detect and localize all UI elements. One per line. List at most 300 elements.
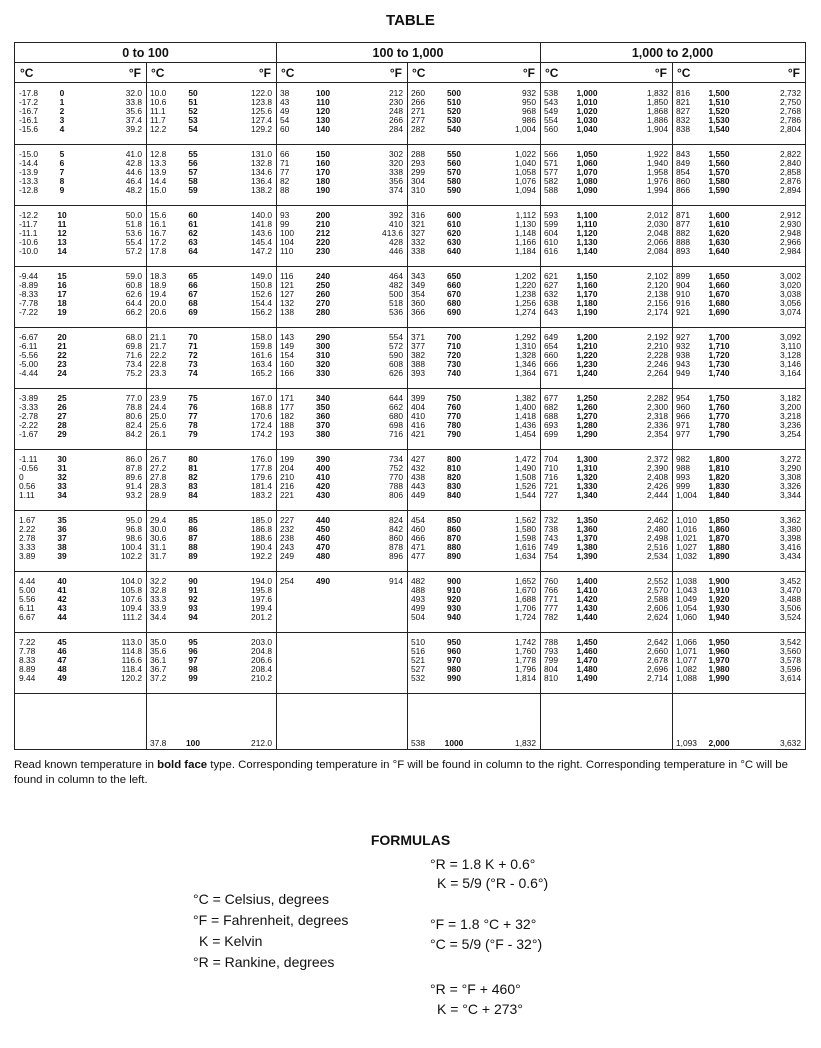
fahrenheit-value: 93.2: [125, 490, 142, 500]
known-temperature: 560: [447, 158, 461, 168]
celsius-value: 366: [411, 307, 425, 317]
known-temperature: 1,690: [708, 307, 730, 317]
celsius-value: 960: [676, 402, 690, 412]
celsius-value: 18.9: [150, 280, 167, 290]
celsius-value: 71: [280, 158, 290, 168]
table-row: [276, 525, 407, 534]
known-temperature: 320: [316, 359, 330, 369]
table-row: [407, 308, 540, 317]
celsius-value: 699: [544, 429, 558, 439]
fahrenheit-value: 1,022: [515, 149, 536, 159]
celsius-value: 33.3: [150, 594, 167, 604]
celsius-value: 182: [280, 411, 294, 421]
fahrenheit-value: 158.0: [251, 332, 272, 342]
known-temperature: 1,490: [576, 673, 598, 683]
fahrenheit-value: 197.6: [251, 594, 272, 604]
table-row: [540, 552, 672, 561]
fahrenheit-value: 1,832: [515, 738, 536, 748]
table-row: [540, 186, 672, 195]
known-temperature: 360: [316, 411, 330, 421]
formula-kelvin-from-rankine: K = 5/9 (°R - 0.6°): [437, 875, 549, 891]
fahrenheit-value: 3,200: [780, 402, 801, 412]
fahrenheit-value: 626: [389, 368, 403, 378]
celsius-value: 838: [676, 124, 690, 134]
known-temperature: 1,550: [708, 149, 730, 159]
known-temperature: 52: [188, 106, 198, 116]
celsius-value: 771: [544, 594, 558, 604]
known-temperature: 1: [59, 97, 65, 107]
celsius-value: 7.78: [19, 646, 36, 656]
table-row: [15, 613, 146, 622]
known-temperature: 1,430: [576, 603, 598, 613]
celsius-value: 32.8: [150, 585, 167, 595]
table-row: [276, 543, 407, 552]
column-header: °C °F: [276, 63, 407, 83]
fahrenheit-value: 1,832: [647, 88, 668, 98]
known-temperature: 60: [188, 210, 198, 220]
fahrenheit-value: 806: [389, 490, 403, 500]
known-temperature: 10: [57, 210, 67, 220]
row-divider: [15, 571, 276, 572]
celsius-value: 277: [411, 115, 425, 125]
celsius-value: 610: [544, 237, 558, 247]
fahrenheit-value: 518: [389, 298, 403, 308]
known-temperature: 44: [57, 612, 67, 622]
celsius-value: 671: [544, 368, 558, 378]
row-divider: [276, 693, 540, 694]
row-divider: [276, 449, 540, 450]
table-row: [276, 107, 407, 116]
celsius-value: 7.22: [19, 637, 36, 647]
fahrenheit-value: 39.2: [125, 124, 142, 134]
fahrenheit-value: 1,400: [515, 402, 536, 412]
celsius-value: 293: [411, 158, 425, 168]
celsius-value: 34.4: [150, 612, 167, 622]
known-temperature: 180: [316, 176, 330, 186]
known-temperature: 680: [447, 298, 461, 308]
known-temperature: 660: [447, 280, 461, 290]
known-temperature: 77: [188, 411, 198, 421]
fahrenheit-value: 3,398: [780, 533, 801, 543]
celsius-value: 254: [280, 576, 294, 586]
known-temperature: 730: [447, 359, 461, 369]
known-temperature: 140: [316, 124, 330, 134]
celsius-value: 243: [280, 542, 294, 552]
fahrenheit-value: 860: [389, 533, 403, 543]
known-temperature: 1,500: [708, 88, 730, 98]
celsius-value: 23.9: [150, 393, 167, 403]
known-temperature: 1,940: [708, 612, 730, 622]
known-temperature: 470: [316, 542, 330, 552]
known-temperature: 1,790: [708, 429, 730, 439]
fahrenheit-value: 1,922: [647, 149, 668, 159]
celsius-value: -16.7: [19, 106, 39, 116]
known-temperature: 580: [447, 176, 461, 186]
celsius-value: 788: [544, 637, 558, 647]
known-temperature: 920: [447, 594, 461, 604]
known-temperature: 910: [447, 585, 461, 595]
known-temperature: 1,040: [576, 124, 598, 134]
table-row: [276, 125, 407, 134]
fahrenheit-value: 55.4: [125, 237, 142, 247]
known-temperature: 1,170: [576, 289, 598, 299]
fahrenheit-value: 179.6: [251, 472, 272, 482]
celsius-value: 0.56: [19, 481, 36, 491]
celsius-value: 288: [411, 149, 425, 159]
fahrenheit-value: 104.0: [121, 576, 142, 586]
table-row: [15, 125, 146, 134]
table-row: [276, 412, 407, 421]
celsius-value: 754: [544, 551, 558, 561]
known-temperature: 710: [447, 341, 461, 351]
fahrenheit-value: 145.4: [251, 237, 272, 247]
celsius-value: -13.9: [19, 167, 39, 177]
celsius-value: -11.7: [19, 219, 38, 229]
known-temperature: 68: [188, 298, 198, 308]
fahrenheit-value: 1,814: [515, 673, 536, 683]
celsius-value: 443: [411, 481, 425, 491]
celsius-value: 10.0: [150, 88, 167, 98]
fahrenheit-value: 1,256: [515, 298, 536, 308]
table-row: [15, 308, 146, 317]
column-header: °C °F: [407, 63, 540, 83]
known-temperature: 20: [57, 332, 67, 342]
table-row: [146, 674, 276, 683]
known-temperature: 35: [57, 515, 67, 525]
table-row: [672, 491, 805, 500]
fahrenheit-value: 3,434: [780, 551, 801, 561]
fahrenheit-value: 42.8: [125, 158, 142, 168]
known-temperature: 1,720: [708, 350, 730, 360]
fahrenheit-value: 78.8: [125, 402, 142, 412]
fahrenheit-value: 1,652: [515, 576, 536, 586]
known-temperature: 1,010: [576, 97, 598, 107]
celsius-value: 466: [411, 533, 425, 543]
fahrenheit-value: 1,544: [515, 490, 536, 500]
known-temperature: 5: [59, 149, 65, 159]
fahrenheit-value: 41.0: [125, 149, 142, 159]
known-temperature: 460: [316, 533, 330, 543]
fahrenheit-value: 161.6: [251, 350, 272, 360]
celsius-value: 1,027: [676, 542, 697, 552]
known-temperature: 760: [447, 402, 461, 412]
fahrenheit-value: 89.6: [125, 472, 142, 482]
known-temperature: 96: [188, 646, 198, 656]
celsius-value: -10.6: [19, 237, 39, 247]
celsius-value: 977: [676, 429, 690, 439]
fahrenheit-value: 163.4: [251, 359, 272, 369]
celsius-value: 19.4: [150, 289, 167, 299]
fahrenheit-value: 68.0: [125, 332, 142, 342]
fahrenheit-value: 113.0: [121, 637, 142, 647]
fahrenheit-value: 950: [522, 97, 536, 107]
fahrenheit-value: 3,236: [780, 420, 801, 430]
fahrenheit-value: 2,048: [647, 228, 668, 238]
known-temperature: 45: [57, 637, 67, 647]
celsius-value: 588: [544, 185, 558, 195]
fahrenheit-value: 2,786: [780, 115, 801, 125]
table-row: [672, 613, 805, 622]
fahrenheit-value: 188.6: [251, 533, 272, 543]
fahrenheit-value: 932: [522, 88, 536, 98]
celsius-value: 4.44: [19, 576, 36, 586]
known-temperature: 350: [316, 402, 330, 412]
fahrenheit-value: 554: [389, 332, 403, 342]
fahrenheit-value: 1,706: [515, 603, 536, 613]
table-row: [146, 125, 276, 134]
table-row: [672, 125, 805, 134]
celsius-value: 582: [544, 176, 558, 186]
known-temperature: 86: [188, 524, 198, 534]
table-row: [407, 369, 540, 378]
fahrenheit-value: 185.0: [251, 515, 272, 525]
celsius-value: 482: [411, 576, 425, 586]
known-temperature: 770: [447, 411, 461, 421]
celsius-value: 2.78: [19, 533, 36, 543]
celsius-value: 282: [411, 124, 425, 134]
fahrenheit-value: 1,148: [515, 228, 536, 238]
table-row: [146, 369, 276, 378]
fahrenheit-value: 3,362: [780, 515, 801, 525]
known-temperature: 41: [57, 585, 67, 595]
fahrenheit-value: 118.4: [121, 664, 142, 674]
celsius-value: 866: [676, 185, 690, 195]
fahrenheit-value: 138.2: [251, 185, 272, 195]
known-temperature: 69: [188, 307, 198, 317]
fahrenheit-value: 127.4: [251, 115, 272, 125]
fahrenheit-value: 2,714: [647, 673, 668, 683]
celsius-value: 521: [411, 655, 425, 665]
celsius-value: -0.56: [19, 463, 39, 473]
fahrenheit-value: 134.6: [251, 167, 272, 177]
table-row: [276, 211, 407, 220]
fahrenheit-value: 968: [522, 106, 536, 116]
celsius-value: 460: [411, 524, 425, 534]
known-temperature: 84: [188, 490, 198, 500]
fahrenheit-value: 1,688: [515, 594, 536, 604]
fahrenheit-value: 2,696: [647, 664, 668, 674]
row-divider: [15, 327, 276, 328]
known-temperature: 1,770: [708, 411, 730, 421]
celsius-value: 1,004: [676, 490, 697, 500]
celsius-value: 2.22: [19, 524, 36, 534]
celsius-value: 38: [280, 88, 290, 98]
table-row: [15, 552, 146, 561]
known-temperature: 11: [57, 219, 67, 229]
known-temperature: 1,260: [576, 402, 598, 412]
row-divider: [540, 144, 805, 145]
fahrenheit-value: 170.6: [251, 411, 272, 421]
known-temperature: 21: [57, 341, 67, 351]
row-divider: [276, 327, 540, 328]
fahrenheit-value: 3,218: [780, 411, 801, 421]
table-row: [672, 247, 805, 256]
known-temperature: 95: [188, 637, 198, 647]
fahrenheit-value: 1,058: [515, 167, 536, 177]
row-divider: [540, 327, 805, 328]
celsius-value: 627: [544, 280, 558, 290]
group-header-0-100: 0 to 100: [15, 43, 276, 63]
celsius-value: 36.7: [150, 664, 167, 674]
fahrenheit-value: 2,372: [647, 454, 668, 464]
table-row: [276, 430, 407, 439]
known-temperature: 100: [316, 88, 330, 98]
known-temperature: 2,000: [708, 738, 730, 748]
fahrenheit-value: 3,488: [780, 594, 801, 604]
fahrenheit-value: 73.4: [125, 359, 142, 369]
known-temperature: 1,120: [576, 228, 598, 238]
fahrenheit-value: 1,940: [647, 158, 668, 168]
table-row: [15, 186, 146, 195]
table-row: [15, 491, 146, 500]
known-temperature: 50: [188, 88, 198, 98]
celsius-value: 377: [411, 341, 425, 351]
known-temperature: 940: [447, 612, 461, 622]
table-row: [672, 186, 805, 195]
celsius-value: 6.67: [19, 612, 36, 622]
column-header: °C °F: [672, 63, 805, 83]
known-temperature: 1,450: [576, 637, 598, 647]
known-temperature: 62: [188, 228, 198, 238]
known-temperature: 16: [57, 280, 67, 290]
known-temperature: 26: [57, 402, 67, 412]
known-temperature: 780: [447, 420, 461, 430]
celsius-value: 982: [676, 454, 690, 464]
fahrenheit-value: 572: [389, 341, 403, 351]
known-temperature: 1,600: [708, 210, 730, 220]
fahrenheit-value: 878: [389, 542, 403, 552]
column-header: °C °F: [146, 63, 276, 83]
fahrenheit-value: 2,030: [647, 219, 668, 229]
known-temperature: 480: [316, 551, 330, 561]
celsius-value: 14.4: [150, 176, 167, 186]
fahrenheit-value: 60.8: [125, 280, 142, 290]
celsius-value: 921: [676, 307, 690, 317]
celsius-value: 393: [411, 368, 425, 378]
known-temperature: 1,150: [576, 271, 598, 281]
known-temperature: 29: [57, 429, 67, 439]
celsius-value: 204: [280, 463, 294, 473]
celsius-value: 25.0: [150, 411, 167, 421]
celsius-value: 777: [544, 603, 558, 613]
known-temperature: 1,210: [576, 341, 598, 351]
celsius-value: 910: [676, 289, 690, 299]
known-temperature: 40: [57, 576, 67, 586]
known-temperature: 1,100: [576, 210, 598, 220]
celsius-value: 260: [411, 88, 425, 98]
known-temperature: 540: [447, 124, 461, 134]
fahrenheit-value: 3,002: [780, 271, 801, 281]
fahrenheit-value: 3,542: [780, 637, 801, 647]
fahrenheit-value: 3,146: [780, 359, 801, 369]
celsius-value: 804: [544, 664, 558, 674]
celsius-value: 88: [280, 185, 290, 195]
celsius-value: 338: [411, 246, 425, 256]
celsius-value: 1,077: [676, 655, 697, 665]
fahrenheit-value: 152.6: [251, 289, 272, 299]
known-temperature: 1,030: [576, 115, 598, 125]
known-temperature: 19: [57, 307, 67, 317]
fahrenheit-value: 2,156: [647, 298, 668, 308]
celsius-value: 10.6: [150, 97, 167, 107]
known-temperature: 55: [188, 149, 198, 159]
row-divider: [276, 266, 540, 267]
fahrenheit-value: 2,642: [647, 637, 668, 647]
table-row: [407, 552, 540, 561]
celsius-value: -5.00: [19, 359, 39, 369]
fahrenheit-value: 3,560: [780, 646, 801, 656]
known-temperature: 720: [447, 350, 461, 360]
fahrenheit-value: 2,120: [647, 280, 668, 290]
fahrenheit-value: 2,822: [780, 149, 801, 159]
known-temperature: 1,090: [576, 185, 598, 195]
celsius-value: 449: [411, 490, 425, 500]
fahrenheit-value: 3,182: [780, 393, 801, 403]
table-row: [276, 272, 407, 281]
fahrenheit-value: 1,634: [515, 551, 536, 561]
known-temperature: 97: [188, 655, 198, 665]
row-divider: [276, 571, 540, 572]
known-temperature: 310: [316, 350, 330, 360]
known-temperature: 1,820: [708, 472, 730, 482]
celsius-value: 227: [280, 515, 294, 525]
celsius-value: 13.3: [150, 158, 167, 168]
fahrenheit-value: 64.4: [125, 298, 142, 308]
celsius-value: 943: [676, 359, 690, 369]
known-temperature: 1,850: [708, 515, 730, 525]
table-row: [672, 369, 805, 378]
table-row: [540, 674, 672, 683]
celsius-value: 860: [676, 176, 690, 186]
known-temperature: 1,650: [708, 271, 730, 281]
celsius-value: 493: [411, 594, 425, 604]
fahrenheit-value: 77.0: [125, 393, 142, 403]
fahrenheit-value: 141.8: [251, 219, 272, 229]
table-row: [276, 89, 407, 98]
fahrenheit-value: 80.6: [125, 411, 142, 421]
fahrenheit-value: 1,220: [515, 280, 536, 290]
fahrenheit-value: 2,012: [647, 210, 668, 220]
known-temperature: 860: [447, 524, 461, 534]
celsius-value: 20.6: [150, 307, 167, 317]
fahrenheit-value: 2,894: [780, 185, 801, 195]
known-temperature: 1,670: [708, 289, 730, 299]
known-temperature: 1,240: [576, 368, 598, 378]
table-row: [276, 229, 407, 238]
known-temperature: 12: [57, 228, 67, 238]
fahrenheit-value: 59.0: [125, 271, 142, 281]
known-temperature: 37: [57, 533, 67, 543]
fahrenheit-value: 1,796: [515, 664, 536, 674]
celsius-value: 632: [544, 289, 558, 299]
celsius-value: -7.22: [19, 307, 39, 317]
known-temperature: 420: [316, 481, 330, 491]
fahrenheit-value: 1,130: [515, 219, 536, 229]
known-temperature: 8: [59, 176, 65, 186]
table-row: [276, 98, 407, 107]
table-row: [276, 516, 407, 525]
known-temperature: 430: [316, 490, 330, 500]
known-temperature: 58: [188, 176, 198, 186]
celsius-value: 216: [280, 481, 294, 491]
known-temperature: 290: [316, 332, 330, 342]
celsius-value: 15.6: [150, 210, 167, 220]
fahrenheit-value: 446: [389, 246, 403, 256]
known-temperature: 690: [447, 307, 461, 317]
fahrenheit-value: 150.8: [251, 280, 272, 290]
fahrenheit-value: 2,192: [647, 332, 668, 342]
fahrenheit-value: 86.0: [125, 454, 142, 464]
